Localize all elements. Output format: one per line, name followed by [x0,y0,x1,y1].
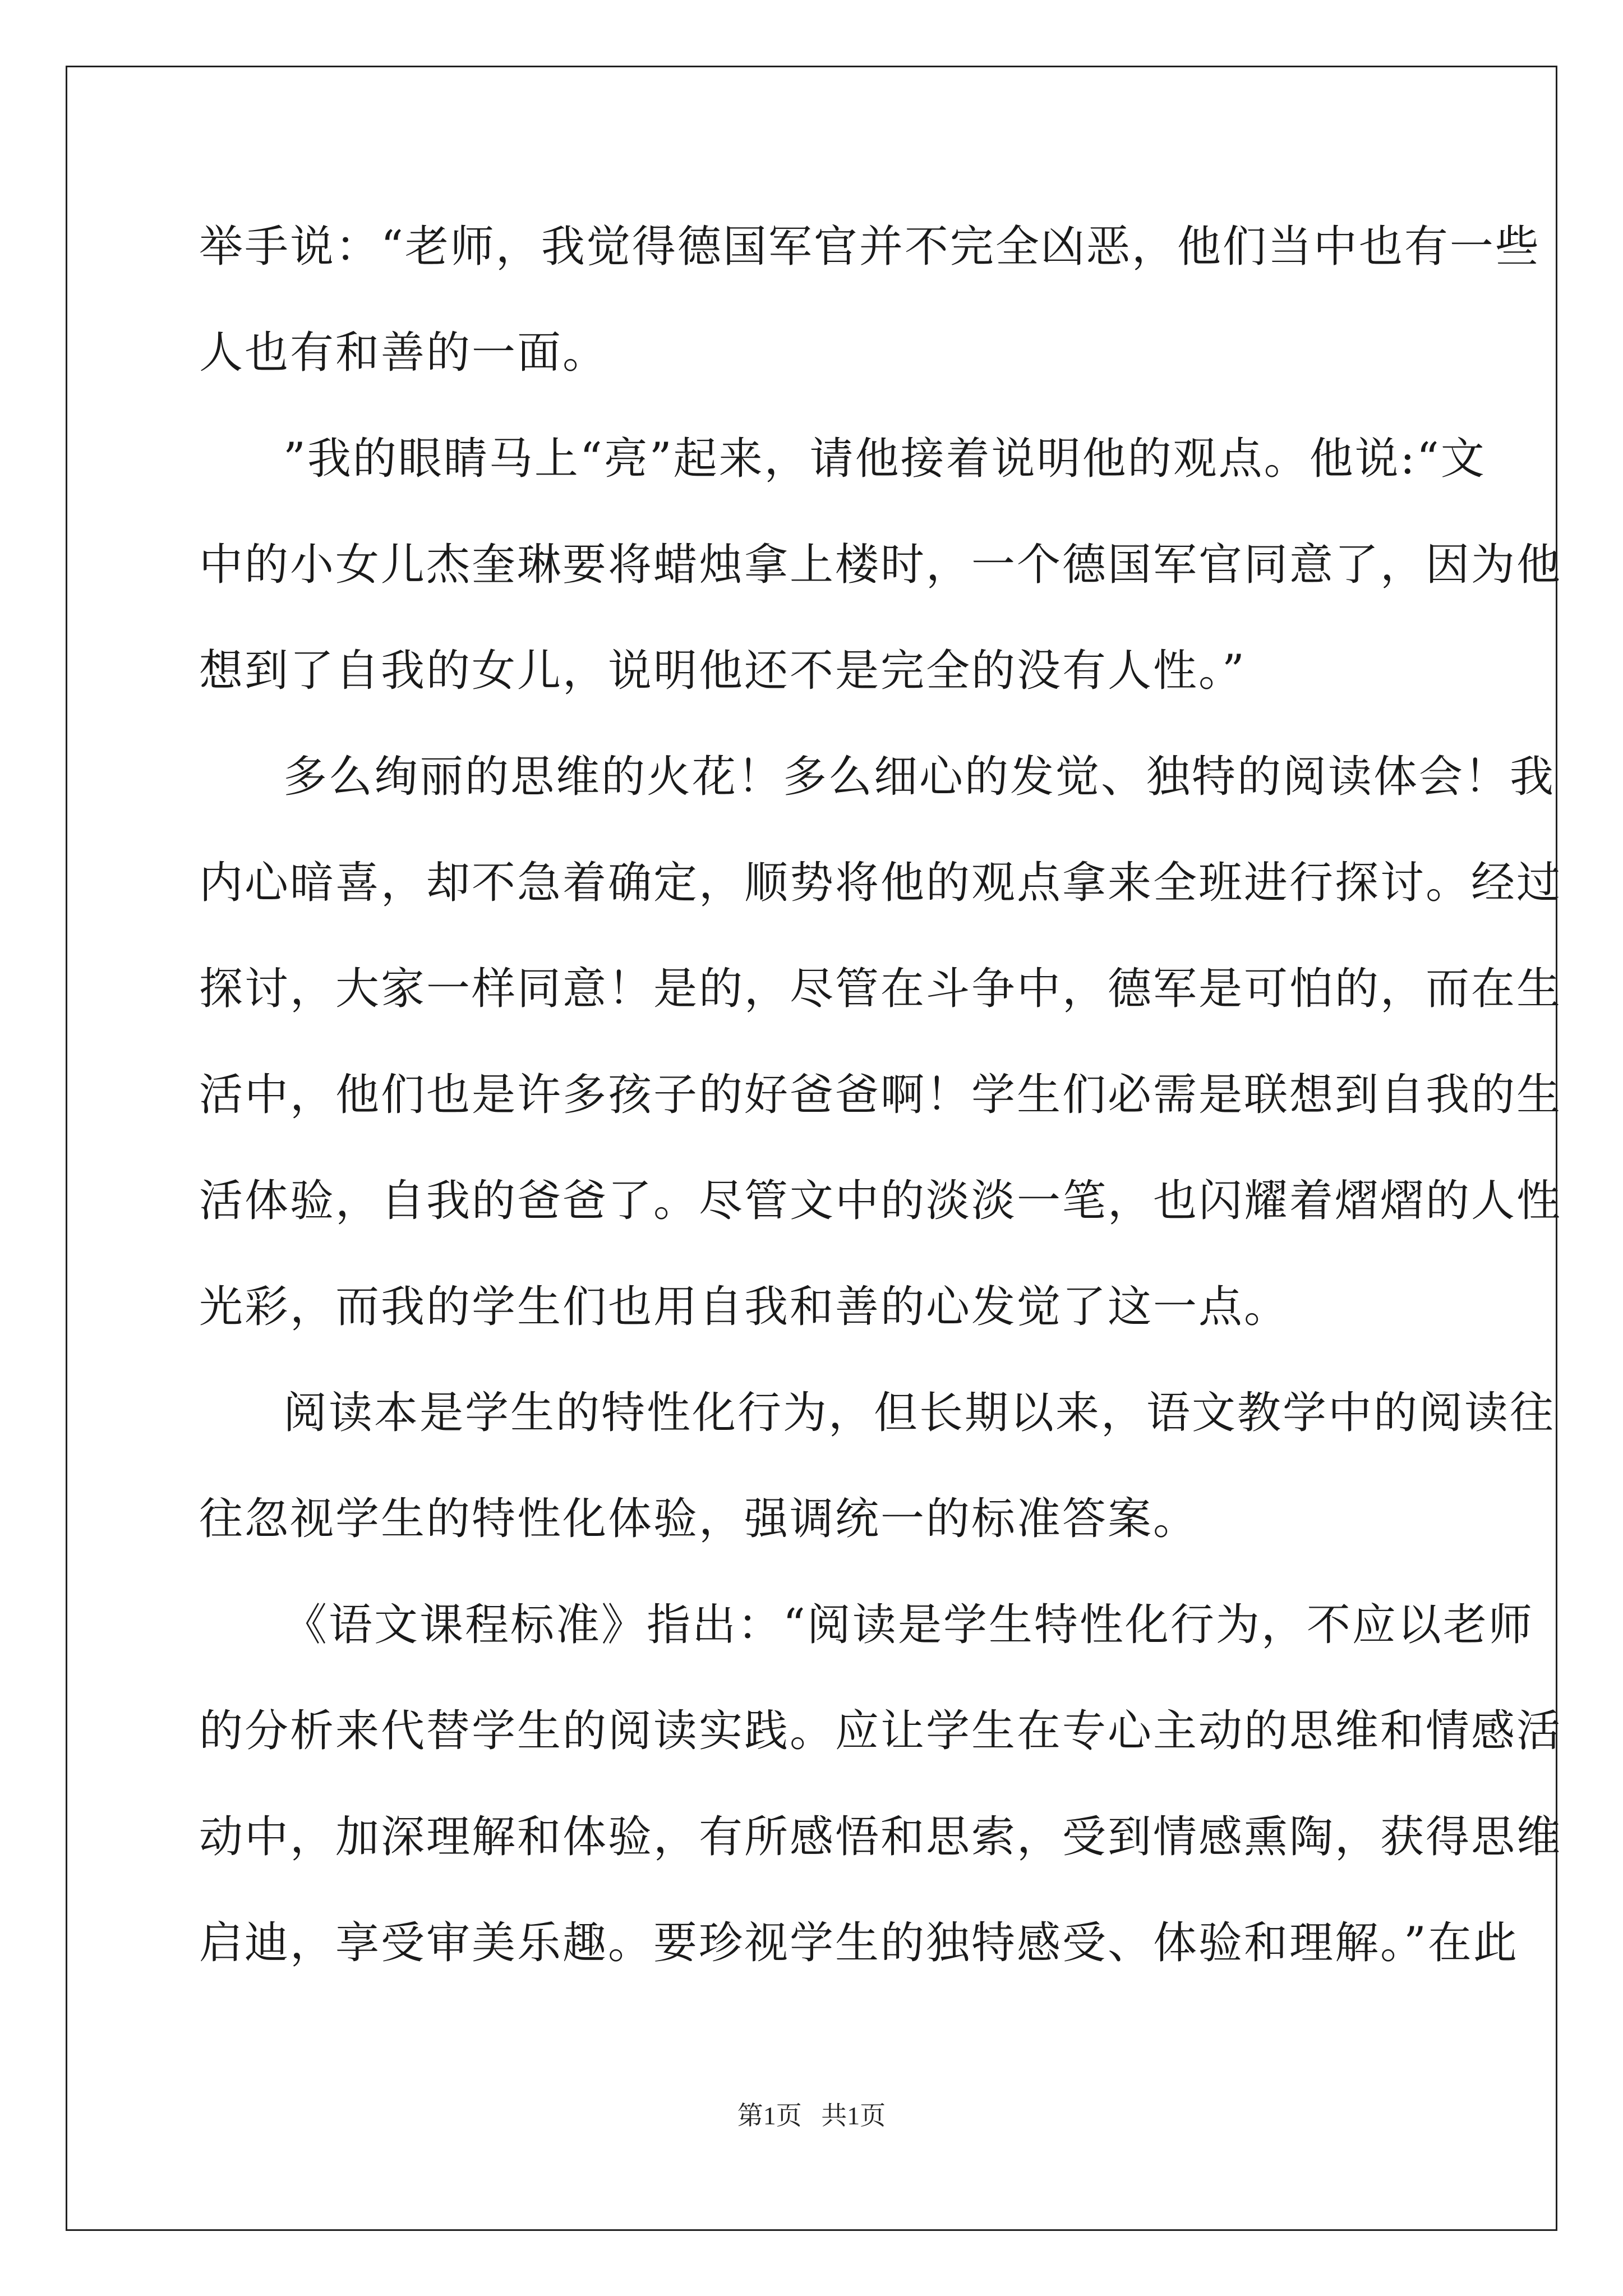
text-line: 活中，他们也是许多孩子的好爸爸啊！学生们必需是联想到自我的生 [199,1070,1562,1120]
text-line: 启迪，享受审美乐趣。要珍视学生的独特感受、体验和理解。”在此 [199,1918,1519,1968]
text-line: 往忽视学生的特性化体验，强调统一的标准答案。 [199,1494,1199,1544]
page-footer [0,2099,1623,2133]
text-line: 探讨，大家一样同意！是的，尽管在斗争中，德军是可怕的，而在生 [199,964,1562,1014]
text-line: 举手说：“老师，我觉得德国军官并不完全凶恶，他们当中也有一些 [199,222,1541,272]
page-total: 共1页 [821,2101,886,2130]
text-line: 的分析来代替学生的阅读实践。应让学生在专心主动的思维和情感活 [199,1706,1562,1756]
text-line: 阅读本是学生的特性化行为，但长期以来，语文教学中的阅读往 [283,1388,1556,1438]
page-number: 第1页 [737,2101,802,2130]
text-line: 想到了自我的女儿，说明他还不是完全的没有人性。” [199,646,1246,696]
text-line: 《语文课程标准》指出：“阅读是学生特性化行为，不应以老师 [283,1600,1534,1650]
page-border [66,66,1562,2231]
text-line: 多么绚丽的思维的火花！多么细心的发觉、独特的阅读体会！我 [283,752,1556,802]
text-line: 人也有和善的一面。 [199,328,608,378]
text-line: 活体验，自我的爸爸了。尽管文中的淡淡一笔，也闪耀着熠熠的人性 [199,1176,1562,1226]
text-line: 内心暗喜，却不急着确定，顺势将他的观点拿来全班进行探讨。经过 [199,858,1562,908]
text-line: 动中，加深理解和体验，有所感悟和思索，受到情感熏陶，获得思维 [199,1812,1562,1862]
text-line: ”我的眼睛马上“亮”起来，请他接着说明他的观点。他说:“文 [283,434,1486,484]
text-line: 中的小女儿杰奎琳要将蜡烛拿上楼时，一个德国军官同意了，因为他 [199,540,1562,590]
text-line: 光彩，而我的学生们也用自我和善的心发觉了这一点。 [199,1282,1290,1332]
